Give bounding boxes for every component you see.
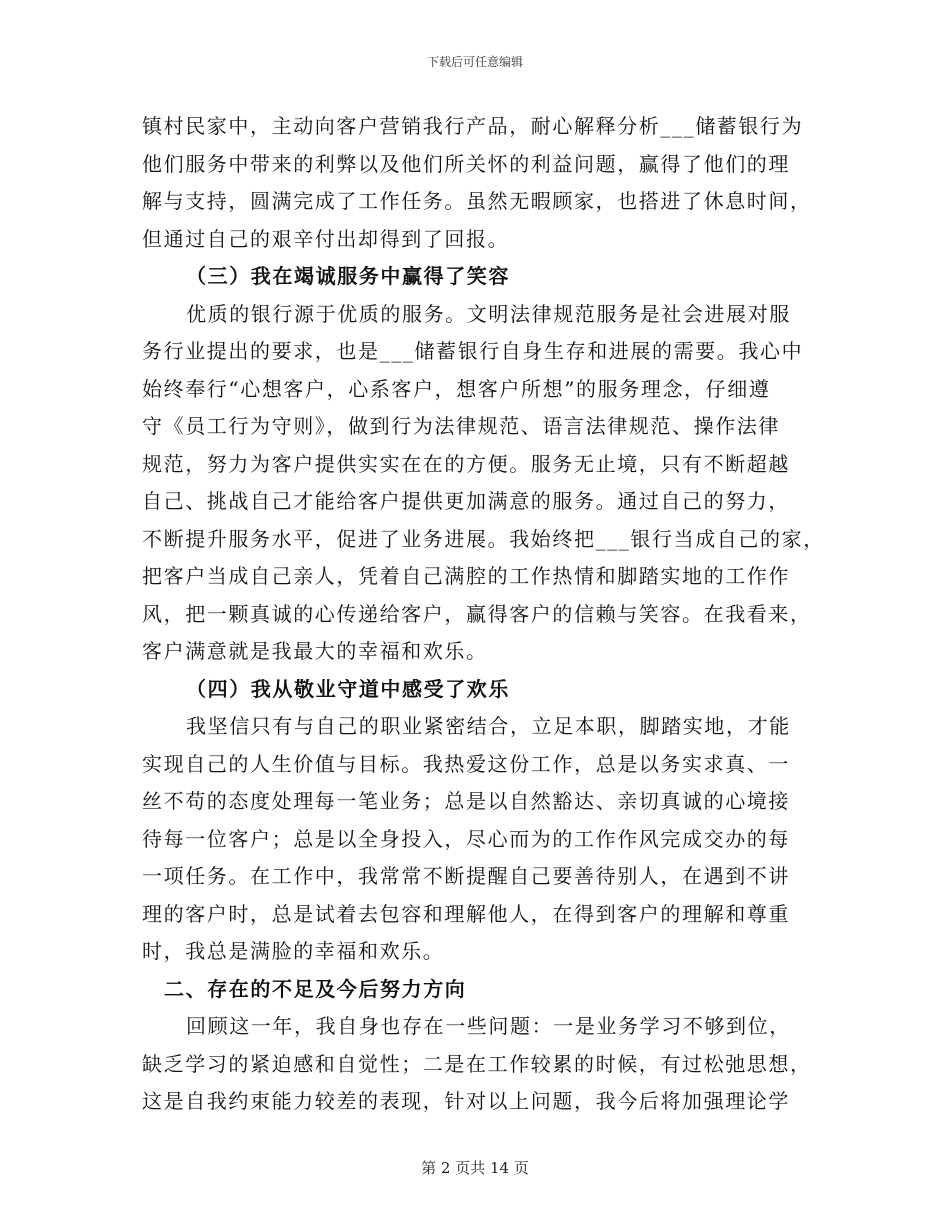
section-heading: （四）我从敬业守道中感受了欢乐 — [186, 676, 510, 701]
text-line: 客户满意就是我最大的幸福和欢乐。 — [142, 639, 488, 663]
text-line: 镇村民家中，主动向客户营销我行产品，耐心解释分析___储蓄银行为 — [142, 114, 804, 138]
page-header: 下载后可任意编辑 — [426, 55, 523, 69]
text-line: 缺乏学习的紧迫感和自觉性；二是在工作较累的时候，有过松弛思想， — [142, 1051, 812, 1076]
text-line: 规范，努力为客户提供实实在在的方便。服务无止境，只有不断超越 — [142, 451, 790, 476]
text-line: 始终奉行“心想客户，心系客户，想客户所想”的服务理念，仔细遵 — [142, 376, 771, 401]
chapter-heading: 二、存在的不足及今后努力方向 — [164, 976, 467, 1001]
text-line: 但通过自己的艰辛付出却得到了回报。 — [142, 226, 510, 251]
text-line: 自己、挑战自己才能给客户提供更加满意的服务。通过自己的努力， — [142, 489, 790, 513]
page-number: 第 2 页共 14 页 — [421, 1159, 529, 1177]
text-line: 把客户当成自己亲人，凭着自己满腔的工作热情和脚踏实地的工作作 — [142, 564, 790, 588]
text-line: 时，我总是满脸的幸福和欢乐。 — [142, 939, 445, 963]
text-line: 我坚信只有与自己的职业紧密结合，立足本职，脚踏实地，才能 — [186, 714, 791, 738]
document-body — [142, 108, 825, 1121]
text-line: 回顾这一年，我自身也存在一些问题：一是业务学习不够到位， — [186, 1014, 791, 1038]
text-line: 一项任务。在工作中，我常常不断提醒自己要善待别人，在遇到不讲 — [142, 864, 790, 888]
text-line: 理的客户时，总是试着去包容和理解他人，在得到客户的理解和尊重 — [142, 901, 790, 926]
text-line: 守《员工行为守则》，做到行为法律规范、语言法律规范、操作法律 — [142, 414, 780, 438]
text-line: 优质的银行源于优质的服务。文明法律规范服务是社会进展对服 — [186, 301, 791, 326]
section-heading: （三）我在竭诚服务中赢得了笑容 — [186, 264, 510, 288]
text-line: 实现自己的人生价值与目标。我热爱这份工作，总是以务实求真、一 — [142, 751, 790, 776]
text-line: 解与支持，圆满完成了工作任务。虽然无暇顾家，也搭进了休息时间， — [142, 189, 812, 213]
text-line: 这是自我约束能力较差的表现，针对以上问题，我今后将加强理论学 — [142, 1089, 790, 1113]
text-line: 风，把一颗真诚的心传递给客户，赢得客户的信赖与笑容。在我看来， — [142, 601, 812, 626]
text-line: 他们服务中带来的利弊以及他们所关怀的利益问题，赢得了他们的理 — [142, 151, 790, 176]
text-line: 不断提升服务水平，促进了业务进展。我始终把___银行当成自己的家， — [142, 526, 825, 551]
text-line: 务行业提出的要求，也是___储蓄银行自身生存和进展的需要。我心中 — [142, 339, 804, 363]
text-line: 待每一位客户；总是以全身投入，尽心而为的工作作风完成交办的每 — [142, 826, 790, 851]
text-line: 丝不苟的态度处理每一笔业务；总是以自然豁达、亲切真诚的心境接 — [142, 789, 790, 813]
